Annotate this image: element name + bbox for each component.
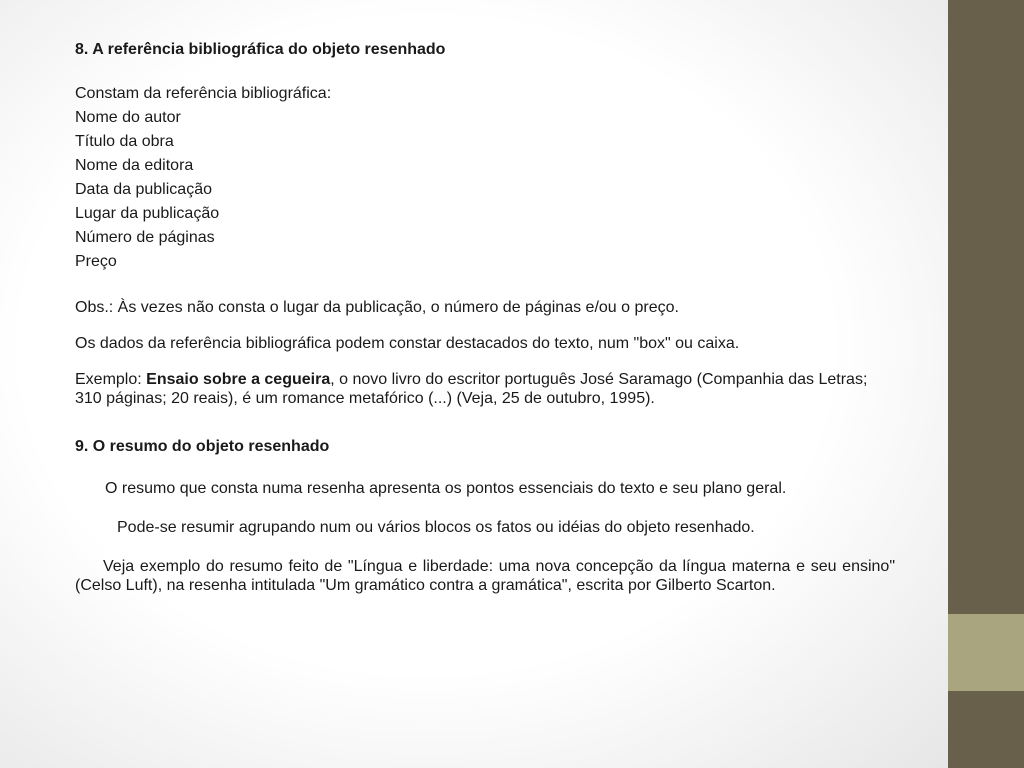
list-item: Número de páginas	[75, 229, 215, 246]
sidebar-accent-block	[948, 614, 1024, 691]
section-8-heading: 8. A referência bibliográfica do objeto resenhado	[75, 41, 446, 58]
list-item: Preço	[75, 253, 117, 270]
example-text: , o novo livro do escritor português José Saramago (Companhia das Letras; 310 páginas; 20 reais), é um romance metafórico (...) (Veja, 25 de outubro, 1995).	[75, 371, 868, 407]
summary-paragraph-3: Veja exemplo do resumo feito de "Língua e liberdade: uma nova concepção da língua materna e seu ensino" (Celso Luft), na resenha intitulada "Um gramático contra a gramática", escrita por Gilberto Scarton.	[75, 558, 895, 594]
obs-note: Obs.: Às vezes não consta o lugar da publicação, o número de páginas e/ou o preço.	[75, 299, 679, 316]
example-label: Exemplo:	[75, 371, 147, 388]
reference-items-list	[75, 106, 895, 274]
summary-paragraph-2: Pode-se resumir agrupando num ou vários blocos os fatos ou idéias do objeto resenhado.	[117, 519, 755, 536]
list-item: Data da publicação	[75, 181, 212, 198]
box-note: Os dados da referência bibliográfica podem constar destacados do texto, num "box" ou caixa.	[75, 335, 740, 352]
list-item: Lugar da publicação	[75, 205, 220, 222]
example-book-title: Ensaio sobre a cegueira	[146, 371, 331, 388]
section-9-heading: 9. O resumo do objeto resenhado	[75, 438, 330, 455]
section-8-intro: Constam da referência bibliográfica:	[75, 85, 332, 102]
list-item: Nome do autor	[75, 109, 181, 126]
list-item: Nome da editora	[75, 157, 194, 174]
summary-paragraph-1: O resumo que consta numa resenha apresenta os pontos essenciais do texto e seu plano geral.	[105, 480, 787, 497]
example-paragraph	[75, 370, 895, 408]
slide-content	[75, 38, 895, 595]
list-item: Título da obra	[75, 133, 174, 150]
